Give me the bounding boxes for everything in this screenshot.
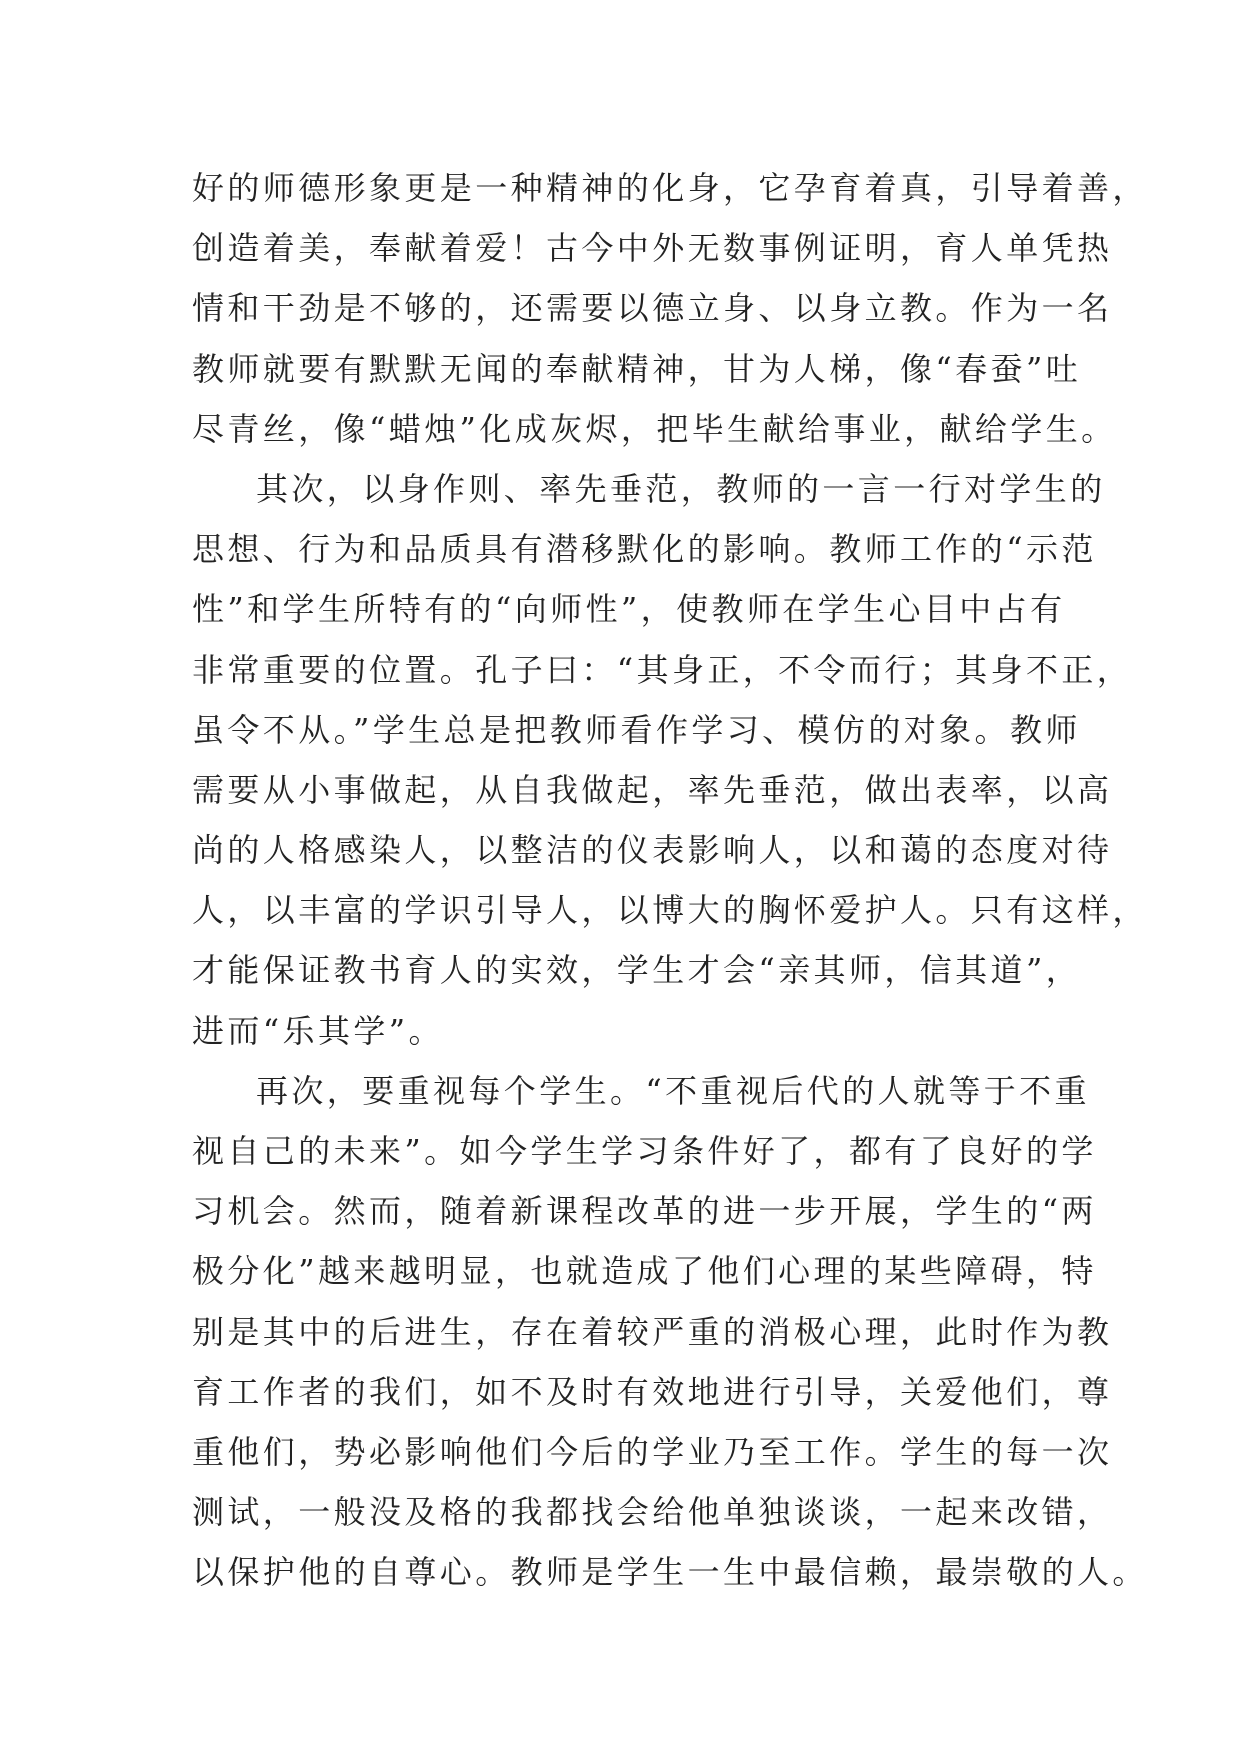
paragraph-start-line: 其次，以身作则、率先垂范，教师的一言一行对学生的 xyxy=(256,469,1106,508)
text-line: 思想、行为和品质具有潜移默化的影响。教师工作的“示范 xyxy=(192,530,1097,569)
text-line: 创造着美，奉献着爱！古今中外无数事例证明，育人单凭热 xyxy=(192,229,1113,268)
text-line: 需要从小事做起，从自我做起，率先垂范，做出表率，以高 xyxy=(192,770,1113,809)
text-line: 育工作者的我们，如不及时有效地进行引导，关爱他们，尊 xyxy=(192,1372,1113,1411)
text-line: 习机会。然而，随着新课程改革的进一步开展，学生的“两 xyxy=(192,1192,1097,1231)
body-text xyxy=(192,158,1148,1603)
text-line: 进而“乐其学”。 xyxy=(192,1011,444,1050)
text-line: 极分化”越来越明显，也就造成了他们心理的某些障碍，特 xyxy=(192,1252,1097,1291)
text-line: 别是其中的后进生，存在着较严重的消极心理，此时作为教 xyxy=(192,1312,1113,1351)
text-line: 人，以丰富的学识引导人，以博大的胸怀爱护人。只有这样， xyxy=(192,891,1148,930)
text-line: 教师就要有默默无闻的奉献精神，甘为人梯，像“春蚕”吐 xyxy=(192,349,1082,388)
text-line: 非常重要的位置。孔子曰：“其身正，不令而行；其身不正， xyxy=(192,650,1133,689)
text-line: 重他们，势必影响他们今后的学业乃至工作。学生的每一次 xyxy=(192,1432,1113,1471)
text-line: 尽青丝，像“蜡烛”化成灰烬，把毕生献给事业，献给学生。 xyxy=(192,409,1117,448)
text-line: 虽令不从。”学生总是把教师看作学习、模仿的对象。教师 xyxy=(192,710,1081,749)
text-line: 好的师德形象更是一种精神的化身，它孕育着真，引导着善， xyxy=(192,169,1148,207)
text-line: 才能保证教书育人的实效，学生才会“亲其师，信其道”， xyxy=(192,951,1082,990)
text-line: 视自己的未来”。如今学生学习条件好了，都有了良好的学 xyxy=(192,1132,1097,1170)
text-line: 以保护他的自尊心。教师是学生一生中最信赖，最崇敬的人。 xyxy=(192,1553,1148,1592)
text-line: 测试，一般没及格的我都找会给他单独谈谈，一起来改错， xyxy=(192,1493,1113,1532)
text-line: 尚的人格感染人，以整洁的仪表影响人，以和蔼的态度对待 xyxy=(192,831,1113,870)
text-line: 性”和学生所特有的“向师性”，使教师在学生心目中占有 xyxy=(192,590,1066,629)
paragraph-start-line: 再次，要重视每个学生。“不重视后代的人就等于不重 xyxy=(256,1071,1090,1110)
text-line: 情和干劲是不够的，还需要以德立身、以身立教。作为一名 xyxy=(192,289,1113,328)
